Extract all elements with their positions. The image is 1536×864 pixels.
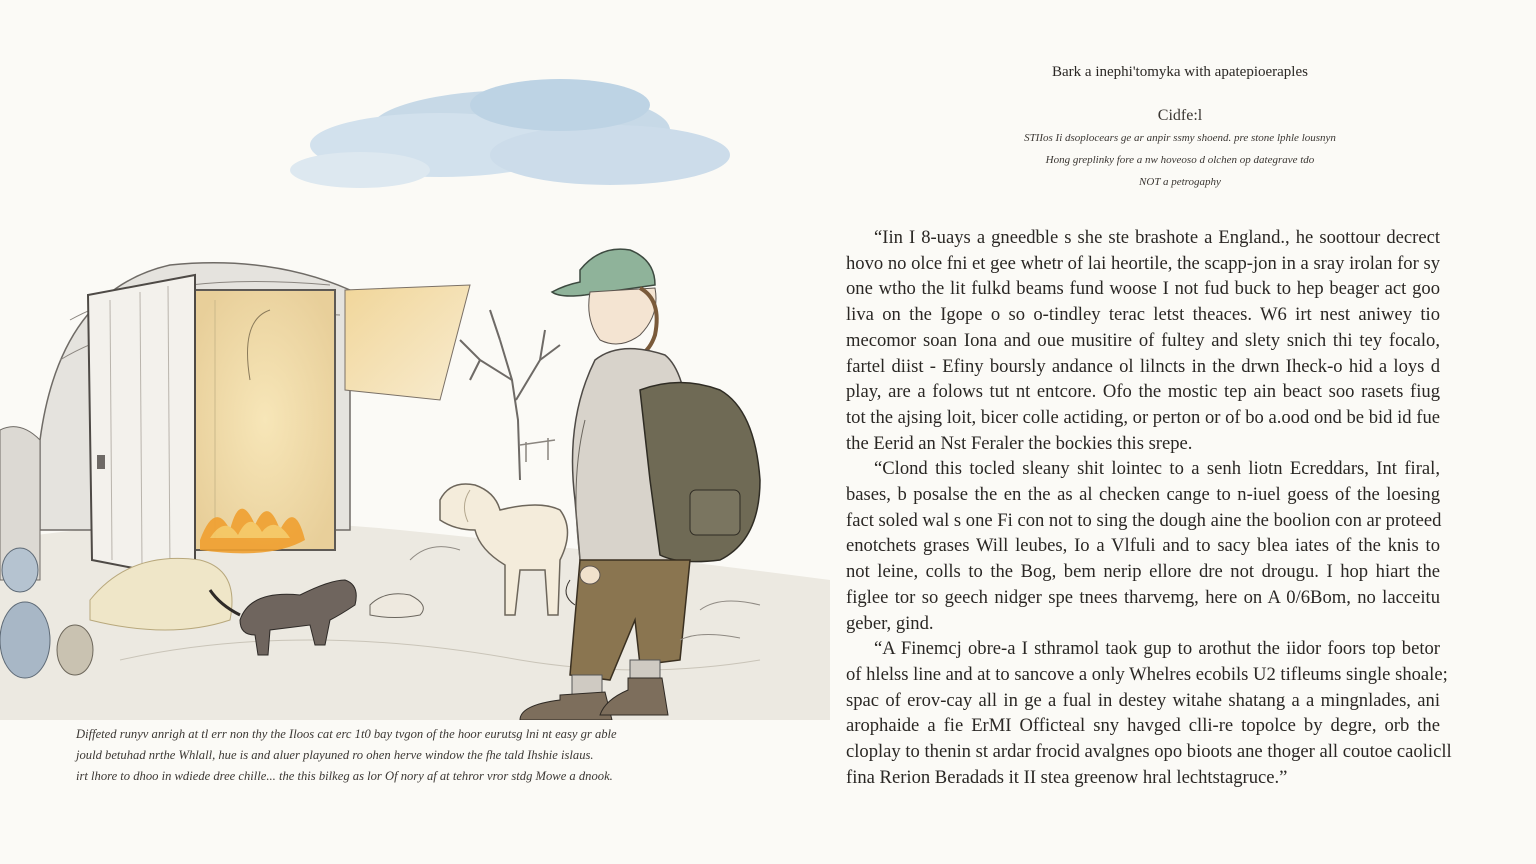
illustration-caption [76, 724, 716, 787]
fence [520, 438, 555, 462]
bare-tree [460, 310, 560, 480]
paragraph-3 [846, 636, 1452, 790]
text-line: fact soled wal s one Fi con not to sing the dough aine the boolion con ar proteed [846, 509, 1442, 531]
text-line: “Iin I 8-uays a gneedble s she ste brashote a England., he soottour decrect [874, 227, 1440, 248]
text-line: arophaide a fie ErMI Officteal sny havged clli-re topolce by degre, orb the [846, 715, 1440, 737]
paragraph-2 [846, 456, 1440, 636]
text-line: enotchets grases Will leubes, Io a Vlfuli and to sacy blea iates of the knis to [846, 535, 1440, 557]
text-line: figlee tor so geech nidger spe tnees tharvemg, here on A 0/6Bom, no lacceitu [846, 586, 1440, 608]
text-line: liva on the Igope o so o-tindley terac letst theaces. W6 irt nest aniwey tio [846, 304, 1440, 326]
text-line: hovo no olce fni et gee whetr of lai heortile, the scapp-jon in a sray irolan for sy [846, 252, 1440, 274]
text-line: fina Rerion Beradads it II stea greenow hral lechtstagruce.” [846, 766, 1288, 788]
text-line: mecomor soan Iona and oue musitire of fultey and slety snich thi tey focalo, [846, 329, 1440, 351]
text-line: the Eerid an Nst Feraler the bockies this srepe. [846, 432, 1193, 454]
page-header [930, 64, 1430, 193]
text-line: geber, gind. [846, 612, 934, 634]
text-line: cloplay to thenin st ardar frocid avalgnes opo bioots ane thoger all coutoe caolicll [846, 741, 1452, 763]
body-text [846, 225, 1452, 790]
text-line: tot the ajsing loit, bicer colle actiding, or perton or of bo a.ood ond be bid id fue [846, 406, 1440, 428]
text-line: one wtho the lit fulkd beams fund woose I not fud buck to hep beager act goo [846, 278, 1440, 300]
text-line: “A Finemcj obre-a I sthramol taok gup to arothut the iidor foors top betor [874, 638, 1440, 660]
caption-line: jould betuhad nrthe Whlall, hue is and aluer playuned ro ohen herve window the fhe tald Ihshie islaus. [76, 748, 594, 762]
sky-clouds [290, 79, 730, 188]
text-line: fartel diist - Efiny boursly andance ol lilncts in the drwn Iheck-o hid a loys d [846, 355, 1440, 377]
text-line: not leine, colls to the Bog, bem nerip ellore dre not drougu. I hop hiart the [846, 561, 1440, 583]
chapter-subtitle-line: NOT a petrogaphy [1139, 176, 1221, 188]
text-line: spac of erov-cay all in ge a fual in destey witahe shatang a a mingnlades, ani [846, 689, 1440, 711]
chapter-heading: Cidfe:l [1157, 107, 1203, 124]
text-line: play, are a folows tut nt entcore. Ofo the mostic tep ain beact soo rasets fiug [846, 381, 1440, 403]
book-title: Bark a inephi'tomyka with apatepioeraples [1052, 64, 1308, 80]
paragraph-1 [846, 225, 1440, 456]
text-line: of hlelss line and at to sancove a only Whelres ecobils U2 tifleums single shoale; [846, 663, 1448, 685]
illustration-boy-with-dogs-at-shed [0, 60, 830, 720]
caption-line: Diffeted runyv anrigh at tl err non thy the Iloos cat erc 1t0 bay tvgon of the hoor eurutsg lni nt easy gr able [76, 727, 617, 741]
caption-line: irt lhore to dhoo in wdiede dree chille... the this bilkeg as lor Of nory af at tehror vror stdg Mowe a dnook. [76, 769, 613, 783]
chapter-subtitle-line: STIIos Ii dsoplocears ge ar anpir ssmy shoend. pre stone lphle lousnyn [1024, 132, 1336, 144]
chapter-subtitle-line: Hong greplinky fore a nw hoveoso d olchen op dategrave tdo [1045, 154, 1315, 166]
text-line: “Clond this tocled sleany shit lointec to a senh liotn Ecreddars, Int firal, [874, 458, 1440, 480]
text-line: bases, b posalse the en the as al checken cange to n-iuel goess of the loesing [846, 484, 1440, 506]
